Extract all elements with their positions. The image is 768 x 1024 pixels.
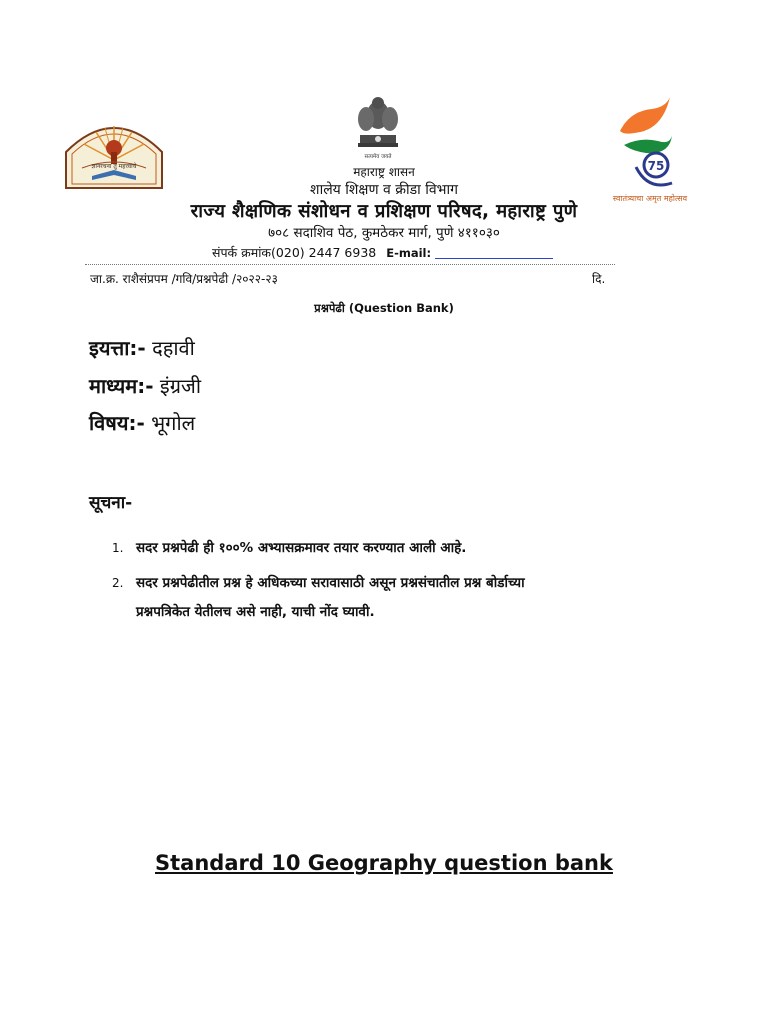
scert-logo — [64, 112, 164, 192]
svg-text:स्वातंत्र्याचा अमृत महोत्सव: स्वातंत्र्याचा अमृत महोत्सव — [612, 194, 688, 203]
contact-label: संपर्क क्रमांक — [212, 245, 272, 260]
department-name: शालेय शिक्षण व क्रीडा विभाग — [310, 182, 458, 198]
field-label: विषय:- — [89, 411, 145, 435]
svg-text:ज्ञानरचना तु महत्त्वाचे: ज्ञानरचना तु महत्त्वाचे — [91, 163, 137, 170]
email-link[interactable] — [435, 258, 553, 259]
note-text: सदर प्रश्नपेढी ही १००% अभ्यासक्रमावर तयार करण्यात आली आहे. — [136, 540, 467, 556]
contact-line — [212, 244, 553, 261]
field-value: दहावी — [152, 336, 195, 360]
field-value: इंग्रजी — [159, 374, 202, 398]
flame-saffron-icon — [620, 97, 670, 134]
national-emblem — [350, 93, 406, 163]
document-title: प्रश्नपेढी (Question Bank) — [314, 301, 454, 315]
govt-name: महाराष्ट्र शासन — [353, 165, 415, 179]
main-title-text: Standard 10 Geography question bank — [155, 851, 613, 875]
phone-number: (020) 2447 6938 — [271, 245, 377, 260]
field-value: भूगोल — [151, 411, 196, 435]
svg-text:75: 75 — [647, 159, 665, 173]
field-label: माध्यम:- — [89, 374, 154, 398]
note-number: 1. — [112, 541, 124, 555]
header-divider — [85, 264, 615, 265]
date-label: दि. — [592, 272, 606, 286]
chakra-icon — [375, 136, 381, 142]
amrit-mahotsav-logo — [600, 95, 700, 205]
council-name: राज्य शैक्षणिक संशोधन व प्रशिक्षण परिषद, महाराष्ट्र पुणे — [190, 201, 578, 222]
note-item-1 — [112, 538, 466, 556]
note-item-2 — [112, 569, 692, 627]
flame-green-icon — [624, 135, 672, 153]
field-standard — [89, 334, 195, 361]
address: ७०८ सदाशिव पेठ, कुमठेकर मार्ग, पुणे ४११०३० — [268, 225, 500, 241]
note-number: 2. — [112, 576, 124, 590]
email-label: E-mail: — [386, 246, 432, 260]
field-medium — [89, 372, 201, 399]
field-label: इयत्ता:- — [89, 336, 146, 360]
svg-text:सत्यमेव जयते: सत्यमेव जयते — [364, 154, 392, 160]
reference-number: जा.क्र. राशैसंप्रपम /गवि/प्रश्नपेढी /२०२२-२३ — [90, 272, 278, 286]
note-text: सदर प्रश्नपेढीतील प्रश्न हे अधिकच्या सरावासाठी असून प्रश्नसंचातील प्रश्न बोर्डाच्या — [136, 575, 525, 591]
main-title — [0, 851, 768, 875]
notes-title: सूचना- — [89, 493, 133, 513]
note-text-continued: प्रश्नपत्रिकेत येतीलच असे नाही, याची नोंद घ्यावी. — [136, 604, 375, 620]
field-subject — [89, 409, 195, 436]
